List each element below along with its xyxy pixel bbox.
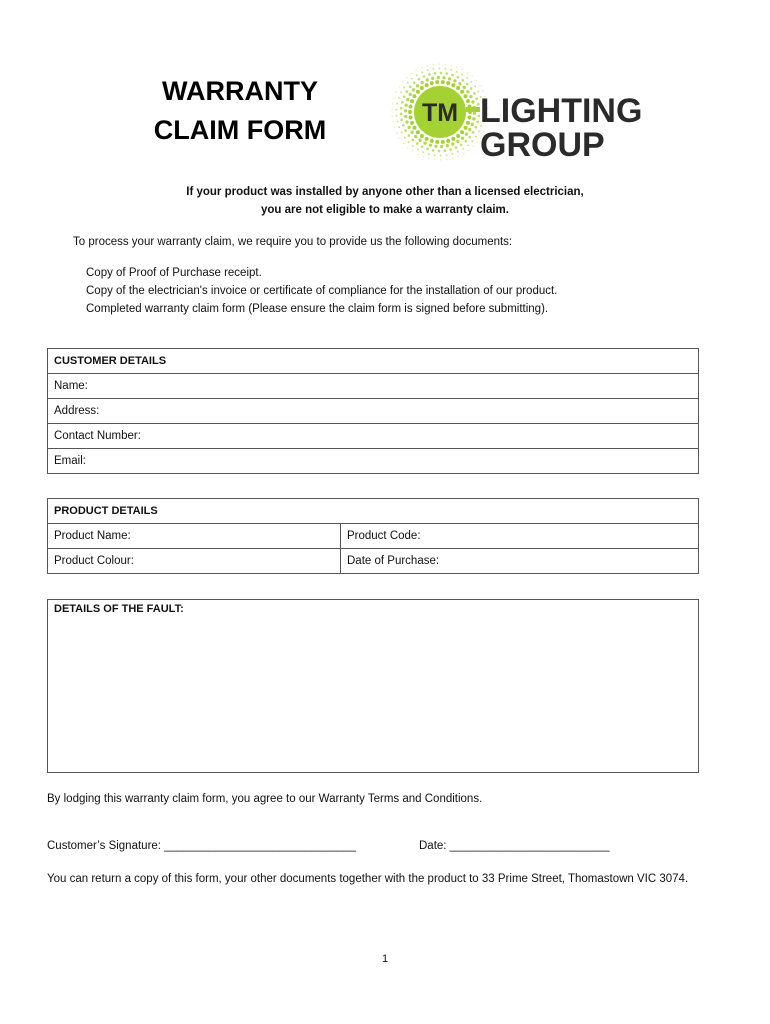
logo-dot bbox=[409, 93, 412, 96]
logo-dot bbox=[431, 77, 434, 80]
logo-dot bbox=[458, 156, 459, 157]
logo-dot bbox=[406, 77, 407, 78]
logo-dot bbox=[456, 86, 460, 90]
logo-dot bbox=[416, 74, 418, 76]
logo-dot bbox=[422, 151, 424, 153]
logo-dot bbox=[473, 92, 476, 95]
logo-dot bbox=[420, 134, 424, 138]
logo-dot bbox=[427, 69, 429, 71]
logo-dot bbox=[405, 120, 408, 123]
logo-dot bbox=[434, 145, 437, 148]
logo-dot bbox=[425, 137, 429, 141]
logo-dot bbox=[446, 144, 449, 147]
logo-dot bbox=[398, 97, 400, 99]
logo-dot bbox=[392, 103, 393, 104]
logo-dot bbox=[426, 148, 429, 151]
logo-dot bbox=[439, 63, 440, 64]
logo-dot bbox=[457, 151, 459, 153]
logo-dot bbox=[474, 85, 476, 87]
logo-dot bbox=[400, 107, 403, 110]
logo-dot bbox=[400, 92, 402, 94]
logo-dot bbox=[409, 104, 413, 108]
logo-dot bbox=[460, 90, 464, 94]
logo-dot bbox=[455, 146, 458, 149]
logo-dot bbox=[473, 146, 474, 147]
product-name-field[interactable]: Product Name: bbox=[48, 524, 341, 549]
logo-dot bbox=[434, 154, 436, 156]
logo-dot bbox=[430, 139, 434, 143]
logo-dot bbox=[432, 68, 434, 70]
logo-dot bbox=[414, 135, 417, 138]
customer-details-heading: CUSTOMER DETAILS bbox=[48, 349, 699, 374]
logo-dot bbox=[421, 145, 424, 148]
logo-dot bbox=[448, 77, 451, 80]
logo-dot bbox=[465, 132, 468, 135]
logo-dot bbox=[427, 65, 428, 66]
product-code-field[interactable]: Product Code: bbox=[341, 524, 699, 549]
logo-dot bbox=[462, 69, 463, 70]
logo-dot bbox=[405, 103, 408, 106]
logo-dot bbox=[391, 109, 392, 110]
logo-dot bbox=[462, 148, 464, 150]
logo-dot bbox=[425, 83, 429, 87]
logo-dot bbox=[438, 67, 440, 69]
logo-dot bbox=[468, 150, 469, 151]
logo-dot bbox=[444, 68, 446, 70]
customer-details-table bbox=[47, 348, 699, 474]
logo-dot bbox=[398, 86, 399, 87]
logo-dot bbox=[451, 153, 453, 155]
logo-dot bbox=[460, 130, 464, 134]
logo-dot bbox=[399, 138, 400, 139]
date-of-purchase-field[interactable]: Date of Purchase: bbox=[341, 549, 699, 574]
logo-dot bbox=[409, 116, 413, 120]
logo-dot bbox=[432, 149, 435, 152]
title-line-2: CLAIM FORM bbox=[153, 115, 327, 145]
form-title bbox=[130, 72, 350, 150]
logo-dot bbox=[453, 79, 456, 82]
title-line-1: WARRANTY bbox=[162, 76, 318, 106]
logo-dot bbox=[400, 118, 403, 121]
page-number: 1 bbox=[381, 953, 389, 965]
logo-dot bbox=[456, 76, 459, 79]
customer-signature-line[interactable]: Customer’s Signature: ______________________________ bbox=[47, 840, 357, 852]
logo-dot bbox=[458, 82, 461, 85]
logo-dot bbox=[469, 136, 472, 139]
logo-dot bbox=[440, 159, 441, 160]
logo-dot bbox=[416, 142, 419, 145]
logo-dot bbox=[394, 127, 395, 128]
logo-dot bbox=[417, 148, 419, 150]
logo-dot bbox=[440, 154, 442, 156]
logo-dot bbox=[429, 143, 432, 146]
logo-dot bbox=[456, 71, 458, 73]
logo-dot bbox=[396, 109, 398, 111]
logo-dot bbox=[416, 84, 419, 87]
logo-dot bbox=[479, 85, 480, 86]
logo-dot bbox=[402, 81, 403, 82]
logo-dot bbox=[401, 132, 403, 134]
logo-badge-text: TM bbox=[421, 99, 459, 127]
logo-dot bbox=[441, 140, 445, 144]
logo-dot bbox=[410, 73, 411, 74]
logo-dot bbox=[397, 120, 399, 122]
logo-dot bbox=[463, 86, 466, 89]
logo-dot bbox=[440, 72, 443, 75]
logo-dot bbox=[430, 81, 434, 85]
logo-dot bbox=[392, 121, 393, 122]
notice-line-2: you are not eligible to make a warranty claim. bbox=[261, 204, 509, 216]
logo-dot bbox=[410, 99, 414, 103]
logo-dot bbox=[471, 140, 473, 142]
logo-dot bbox=[466, 99, 470, 103]
tm-lighting-group-logo bbox=[388, 62, 678, 162]
logo-dot bbox=[461, 137, 464, 140]
logo-dot bbox=[471, 100, 474, 103]
logo-dot bbox=[475, 136, 477, 138]
logo-dot bbox=[466, 77, 468, 79]
logo-connector-bar bbox=[466, 107, 480, 112]
eligibility-notice bbox=[60, 183, 710, 219]
logo-dot bbox=[456, 134, 460, 138]
logo-dot bbox=[433, 64, 434, 65]
logo-dot bbox=[407, 126, 410, 129]
logo-dot bbox=[412, 94, 416, 98]
logo-dot bbox=[416, 90, 420, 94]
product-details-table bbox=[47, 498, 699, 574]
logo-dot bbox=[412, 145, 414, 147]
logo-dot bbox=[403, 86, 405, 88]
logo-dot bbox=[408, 110, 412, 114]
logo-dot bbox=[445, 72, 448, 75]
logo-dot bbox=[398, 126, 400, 128]
logo-dot bbox=[473, 112, 476, 115]
logo-dot bbox=[411, 78, 413, 80]
required-documents-list bbox=[86, 264, 557, 318]
notice-line-1: If your product was installed by anyone other than a licensed electrician, bbox=[186, 186, 584, 198]
logo-dot bbox=[461, 74, 463, 76]
date-line[interactable]: Date: _________________________ bbox=[419, 840, 610, 852]
logo-dot bbox=[467, 72, 468, 73]
logo-dot bbox=[476, 80, 477, 81]
logo-dot bbox=[405, 90, 408, 93]
logo-dot bbox=[420, 81, 423, 84]
logo-dot bbox=[461, 79, 464, 82]
logo-dot bbox=[470, 81, 472, 83]
logo-dot bbox=[437, 76, 440, 79]
logo-dot bbox=[460, 143, 463, 146]
logo-dot bbox=[413, 81, 416, 84]
return-address-text: You can return a copy of this form, your other documents together with the product to 33 Prime Street, Thomastown VIC 3074. bbox=[47, 873, 689, 885]
logo-dot bbox=[421, 67, 422, 68]
logo-dot bbox=[464, 94, 468, 98]
logo-dot bbox=[396, 103, 398, 105]
logo-dot bbox=[434, 72, 437, 75]
logo-dot bbox=[456, 140, 459, 143]
logo-dot bbox=[403, 95, 406, 98]
logo-dot bbox=[451, 74, 454, 77]
logo-dot bbox=[409, 86, 412, 89]
logo-dot bbox=[469, 95, 472, 98]
logo-dot bbox=[466, 90, 469, 93]
logo-dot bbox=[408, 141, 410, 143]
logo-word-lighting: LIGHTING bbox=[480, 92, 643, 130]
logo-dot bbox=[445, 64, 446, 65]
logo-dot bbox=[472, 131, 475, 134]
logo-dot bbox=[446, 139, 450, 143]
logo-dot bbox=[452, 158, 453, 159]
logo-dot bbox=[451, 142, 454, 145]
logo-dot bbox=[468, 128, 471, 131]
logo-dot bbox=[396, 115, 398, 117]
product-details-heading: PRODUCT DETAILS bbox=[48, 499, 699, 524]
product-colour-field[interactable]: Product Colour: bbox=[48, 549, 341, 574]
logo-dot bbox=[470, 87, 473, 90]
logo-dot bbox=[404, 137, 406, 139]
document-item: Completed warranty claim form (Please ensure the claim form is signed before submitting). bbox=[86, 303, 549, 315]
logo-dot bbox=[446, 154, 448, 156]
logo-dot bbox=[426, 78, 429, 81]
logo-dot bbox=[422, 156, 423, 157]
logo-dot bbox=[401, 101, 404, 104]
logo-dot bbox=[472, 76, 473, 77]
logo-dot bbox=[464, 140, 467, 143]
logo-dot bbox=[477, 141, 478, 142]
document-item: Copy of Proof of Purchase receipt. bbox=[86, 267, 262, 279]
logo-dot bbox=[391, 115, 392, 116]
logo-dot bbox=[408, 134, 411, 137]
logo-dot bbox=[475, 126, 478, 129]
logo-dot bbox=[472, 117, 475, 120]
logo-dot bbox=[410, 121, 414, 125]
logo-dot bbox=[402, 124, 405, 127]
logo-dot bbox=[466, 83, 469, 86]
logo-dot bbox=[463, 153, 464, 154]
logo-dot bbox=[450, 69, 452, 71]
logo-dot bbox=[476, 120, 479, 123]
logo-dot bbox=[466, 121, 470, 125]
logo-dot bbox=[446, 159, 447, 160]
fault-details-box[interactable] bbox=[47, 599, 699, 773]
logo-dot bbox=[451, 83, 455, 87]
logo-dot bbox=[446, 81, 450, 85]
logo-dot bbox=[434, 159, 435, 160]
logo-dot bbox=[396, 92, 397, 93]
contact-number-field[interactable]: Contact Number: bbox=[48, 424, 699, 449]
logo-dot bbox=[475, 97, 478, 100]
logo-dot bbox=[435, 140, 439, 144]
logo-dot bbox=[407, 147, 408, 148]
logo-dot bbox=[428, 153, 430, 155]
logo-dot bbox=[410, 131, 413, 134]
logo-dot bbox=[400, 113, 403, 116]
logo-dot bbox=[441, 80, 445, 84]
logo-dot bbox=[428, 158, 429, 159]
logo-dot bbox=[412, 88, 415, 91]
logo-dot bbox=[396, 132, 397, 133]
logo-dot bbox=[423, 141, 426, 144]
logo-dot bbox=[418, 78, 421, 81]
logo-dot bbox=[406, 98, 409, 101]
logo-dot bbox=[404, 115, 407, 118]
logo-dot bbox=[417, 154, 418, 155]
logo-dot bbox=[412, 126, 416, 130]
logo-dot bbox=[467, 144, 469, 146]
logo-dot bbox=[428, 73, 431, 76]
logo-dot bbox=[450, 65, 451, 66]
logo-dot bbox=[403, 143, 404, 144]
address-field[interactable]: Address: bbox=[48, 399, 699, 424]
logo-dot bbox=[415, 70, 416, 71]
logo-word-group: GROUP bbox=[480, 126, 605, 162]
logo-dot bbox=[421, 71, 423, 73]
logo-dot bbox=[440, 145, 443, 148]
logo-dot bbox=[407, 82, 409, 84]
logo-dot bbox=[416, 130, 420, 134]
logo-dot bbox=[442, 76, 445, 79]
logo-dot bbox=[464, 126, 468, 130]
document-item: Copy of the electrician's invoice or certificate of compliance for the installation of our product. bbox=[86, 285, 558, 297]
logo-dot bbox=[393, 97, 394, 98]
logo-dot bbox=[404, 129, 407, 132]
logo-dot bbox=[443, 149, 446, 152]
logo-dot bbox=[451, 137, 455, 141]
logo-dot bbox=[423, 75, 426, 78]
logo-dot bbox=[420, 86, 424, 90]
intro-text: To process your warranty claim, we require you to provide us the following documents: bbox=[73, 236, 513, 248]
logo-dot bbox=[467, 116, 471, 120]
logo-dot bbox=[411, 139, 414, 142]
name-field[interactable]: Name: bbox=[48, 374, 699, 399]
logo-dot bbox=[456, 66, 457, 67]
logo-dot bbox=[449, 148, 452, 151]
agreement-text: By lodging this warranty claim form, you agree to our Warranty Terms and Conditions. bbox=[47, 793, 483, 805]
logo-dot bbox=[418, 139, 421, 142]
logo-dot bbox=[435, 80, 439, 84]
fault-details-heading: DETAILS OF THE FAULT: bbox=[54, 603, 184, 615]
email-field[interactable]: Email: bbox=[48, 449, 699, 474]
logo-dot bbox=[412, 151, 413, 152]
logo-dot bbox=[404, 109, 407, 112]
logo-dot bbox=[438, 150, 441, 153]
logo-dot bbox=[471, 123, 474, 126]
